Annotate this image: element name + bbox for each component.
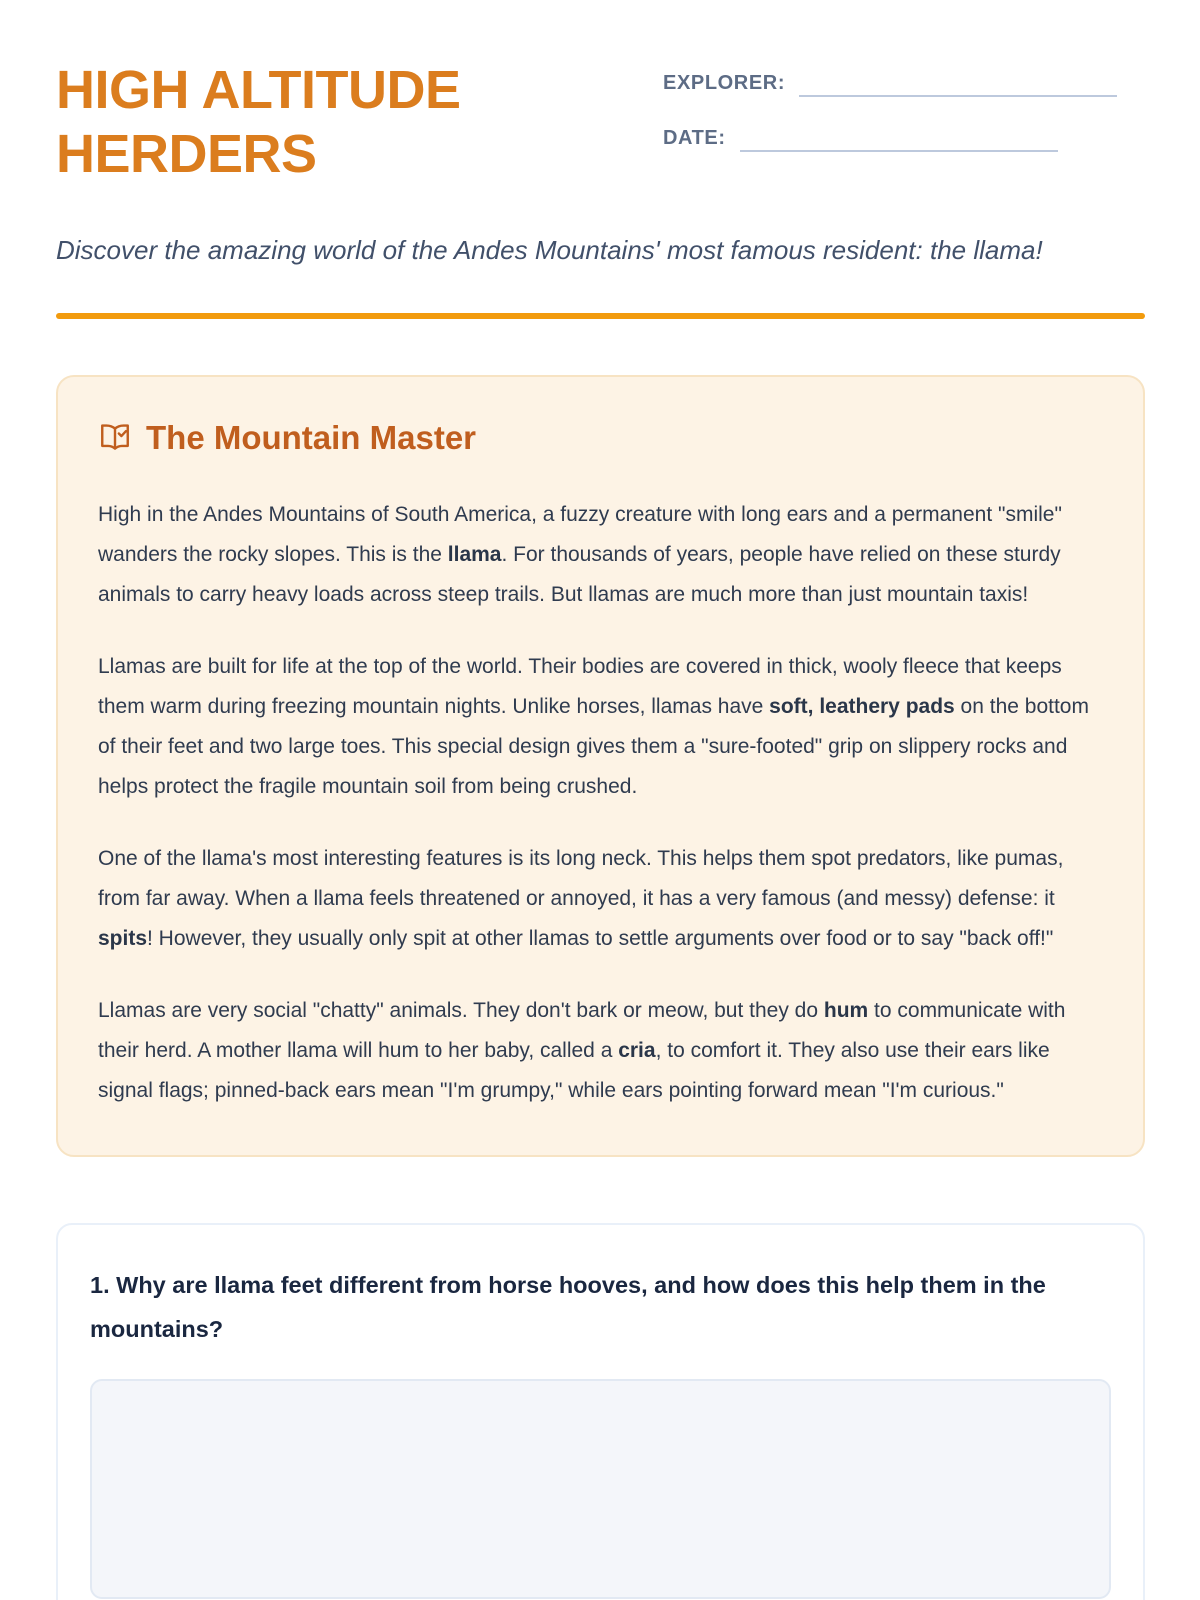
passage-paragraph-4 xyxy=(98,991,1103,1111)
subtitle: Discover the amazing world of the Andes Mountains' most famous resident: the llama! xyxy=(56,235,1043,265)
passage-paragraph-3 xyxy=(98,839,1103,959)
question-text xyxy=(90,1263,1080,1351)
answer-input-area[interactable] xyxy=(90,1379,1111,1599)
bold-term: spits xyxy=(98,927,148,950)
bold-term: cria xyxy=(618,1039,656,1062)
explorer-field-row xyxy=(663,72,1145,97)
page-title-line-1: HIGH ALTITUDE xyxy=(56,60,461,120)
reading-passage-box xyxy=(56,375,1145,1157)
question-label: Why are llama feet different from horse hooves, and how does this help them in the mountains? xyxy=(90,1272,1046,1342)
page-title-line-2: HERDERS xyxy=(56,124,317,184)
text-segment: ! However, they usually only spit at other llamas to settle arguments over food or to say "back off!" xyxy=(147,927,1054,950)
bold-term: llama xyxy=(447,543,502,566)
text-segment: . For thousands of years, people have relied on these sturdy animals to carry heavy loads across steep trails. But llamas are much more than just mountain taxis! xyxy=(98,543,1061,606)
text-segment: to communicate with their herd. A mother llama will hum to her baby, called a xyxy=(98,999,1066,1062)
explorer-label: EXPLORER: xyxy=(663,72,786,94)
reading-heading xyxy=(98,419,1103,457)
text-segment: High in the Andes Mountains of South America, a fuzzy creature with long ears and a permanent "smile" wanders the rocky slopes. This is the xyxy=(98,503,1062,566)
bold-term: hum xyxy=(823,999,869,1022)
divider-rule xyxy=(56,313,1145,319)
date-input-line[interactable] xyxy=(740,128,1058,152)
page-title xyxy=(56,58,460,186)
passage-paragraph-2 xyxy=(98,647,1103,807)
question-card xyxy=(56,1223,1145,1600)
open-book-check-icon xyxy=(98,421,132,455)
name-date-fields xyxy=(663,58,1145,182)
date-field-row xyxy=(663,127,1145,152)
explorer-input-line[interactable] xyxy=(799,73,1117,97)
passage-paragraph-1 xyxy=(98,495,1103,615)
bold-term: soft, leathery pads xyxy=(769,695,955,718)
header xyxy=(56,58,1145,186)
reading-heading-label: The Mountain Master xyxy=(146,419,477,456)
text-segment: Llamas are built for life at the top of the world. Their bodies are covered in thick, wooly fleece that keeps them warm during freezing mountain nights. Unlike horses, llamas have xyxy=(98,655,1062,718)
text-segment: Llamas are very social "chatty" animals. They don't bark or meow, but they do xyxy=(98,999,824,1022)
text-segment: One of the llama's most interesting features is its long neck. This helps them spot predators, like pumas, from far away. When a llama feels threatened or annoyed, it has a very famous (and messy) defense: it xyxy=(98,847,1064,910)
date-label: DATE: xyxy=(663,127,726,149)
question-number: 1. xyxy=(90,1272,110,1298)
text-segment: , to comfort it. They also use their ears like signal flags; pinned-back ears mean "I'm grumpy," while ears pointing forward mean "I'm curious." xyxy=(98,1039,1050,1102)
text-segment: on the bottom of their feet and two large toes. This special design gives them a "sure-footed" grip on slippery rocks and helps protect the fragile mountain soil from being crushed. xyxy=(98,695,1089,798)
